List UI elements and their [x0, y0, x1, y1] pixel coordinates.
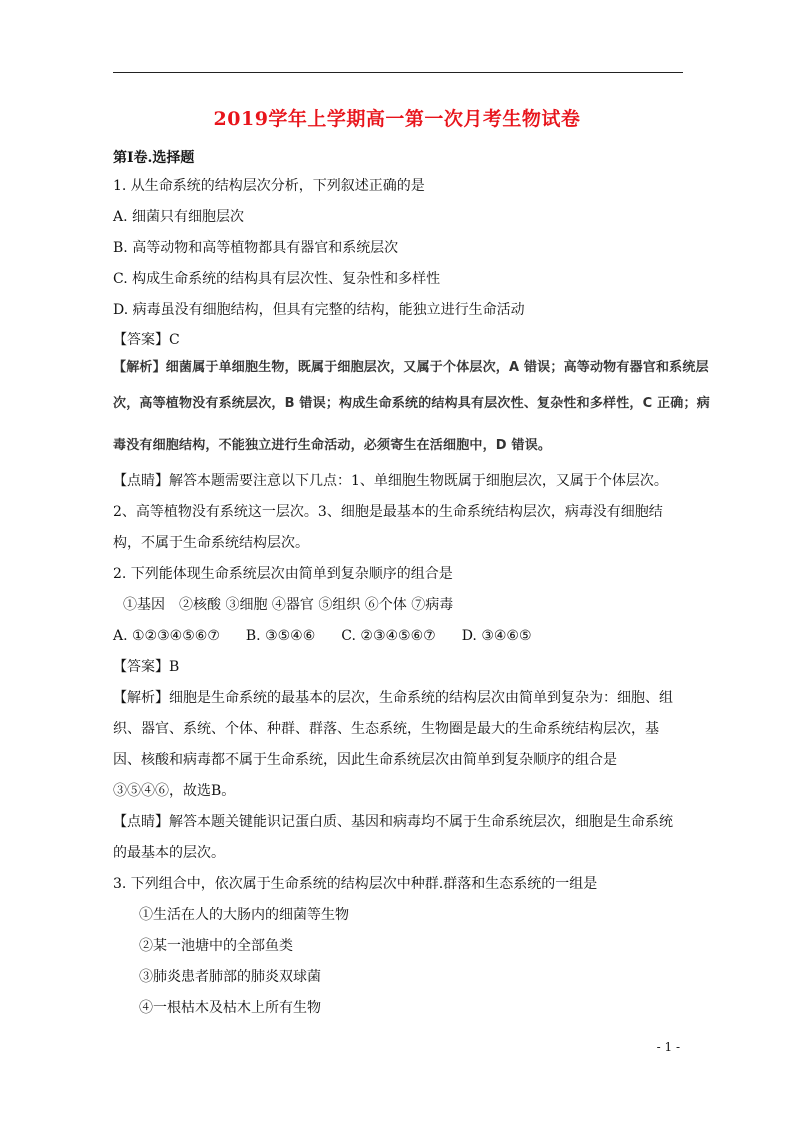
q3-item-1: ①生活在人的大肠内的细菌等生物: [139, 907, 349, 923]
q2-answer: 【答案】B: [113, 659, 180, 675]
q2-option-a: A. ①②③④⑤⑥⑦: [113, 628, 220, 644]
q2-options: [113, 621, 683, 652]
q3-item-4: ④一根枯木及枯木上所有生物: [139, 1000, 321, 1016]
q2-option-d: D. ③④⑥⑤: [461, 628, 532, 644]
q1-tip: 【点睛】解答本题需要注意以下几点：1、单细胞生物既属于细胞层次，又属于个体层次。2、高等植物没有系统这一层次。3、细胞是最基本的生命系统结构层次，病毒没有细胞结构，不属于生命系统结构层次。: [113, 473, 668, 551]
q1-analysis-line-1: 【解析】细菌属于单细胞生物，既属于细胞层次，又属于个体层次，A 错误；高等动物有器官和系统层: [113, 360, 709, 375]
page-title: 2019学年上学期高一第一次月考生物试卷: [213, 108, 581, 130]
q3-item-3: ③肺炎患者肺部的肺炎双球菌: [139, 969, 321, 985]
q2-option-b: B. ③⑤④⑥: [245, 628, 316, 644]
q2-items: ①基因 ②核酸 ③细胞 ④器官 ⑤组织 ⑥个体 ⑦病毒: [123, 597, 454, 613]
q1-analysis-line-3: 毒没有细胞结构，不能独立进行生命活动，必须寄生在活细胞中，D 错误。: [113, 438, 552, 453]
q1-option-b: B. 高等动物和高等植物都具有器官和系统层次: [113, 240, 399, 256]
q3-item-2: ②某一池塘中的全部鱼类: [139, 938, 293, 954]
section-heading: 第Ⅰ卷.选择题: [113, 150, 195, 166]
q1-stem: 1. 从生命系统的结构层次分析，下列叙述正确的是: [113, 178, 425, 194]
q2-analysis: 【解析】细胞是生命系统的最基本的层次，生命系统的结构层次由简单到复杂为：细胞、组织、器官、系统、个体、种群、群落、生态系统，生物圈是最大的生命系统结构层次，基因、核酸和病毒都不属于生命系统，因此生命系统层次由简单到复杂顺序的组合是③⑤④⑥，故选B。: [113, 690, 673, 799]
q2-stem: 2. 下列能体现生命系统层次由简单到复杂顺序的组合是: [113, 566, 453, 582]
header-rule: [113, 72, 683, 73]
document-body: [113, 145, 710, 1024]
q1-option-d: D. 病毒虽没有细胞结构，但具有完整的结构，能独立进行生命活动: [113, 302, 525, 318]
q1-answer: 【答案】C: [113, 332, 180, 348]
q1-option-a: A. 细菌只有细胞层次: [113, 209, 245, 225]
q2-option-c: C. ②③④⑤⑥⑦: [341, 628, 436, 644]
q3-stem: 3. 下列组合中，依次属于生命系统的结构层次中种群.群落和生态系统的一组是: [113, 876, 598, 892]
q2-tip: 【点睛】解答本题关键能识记蛋白质、基因和病毒均不属于生命系统层次，细胞是生命系统的最基本的层次。: [113, 814, 673, 861]
page-number: - 1 -: [656, 1040, 680, 1054]
q1-analysis-line-2: 次，高等植物没有系统层次，B 错误；构成生命系统的结构具有层次性、复杂性和多样性，C 正确；病: [113, 396, 710, 411]
q1-option-c: C. 构成生命系统的结构具有层次性、复杂性和多样性: [113, 271, 441, 287]
